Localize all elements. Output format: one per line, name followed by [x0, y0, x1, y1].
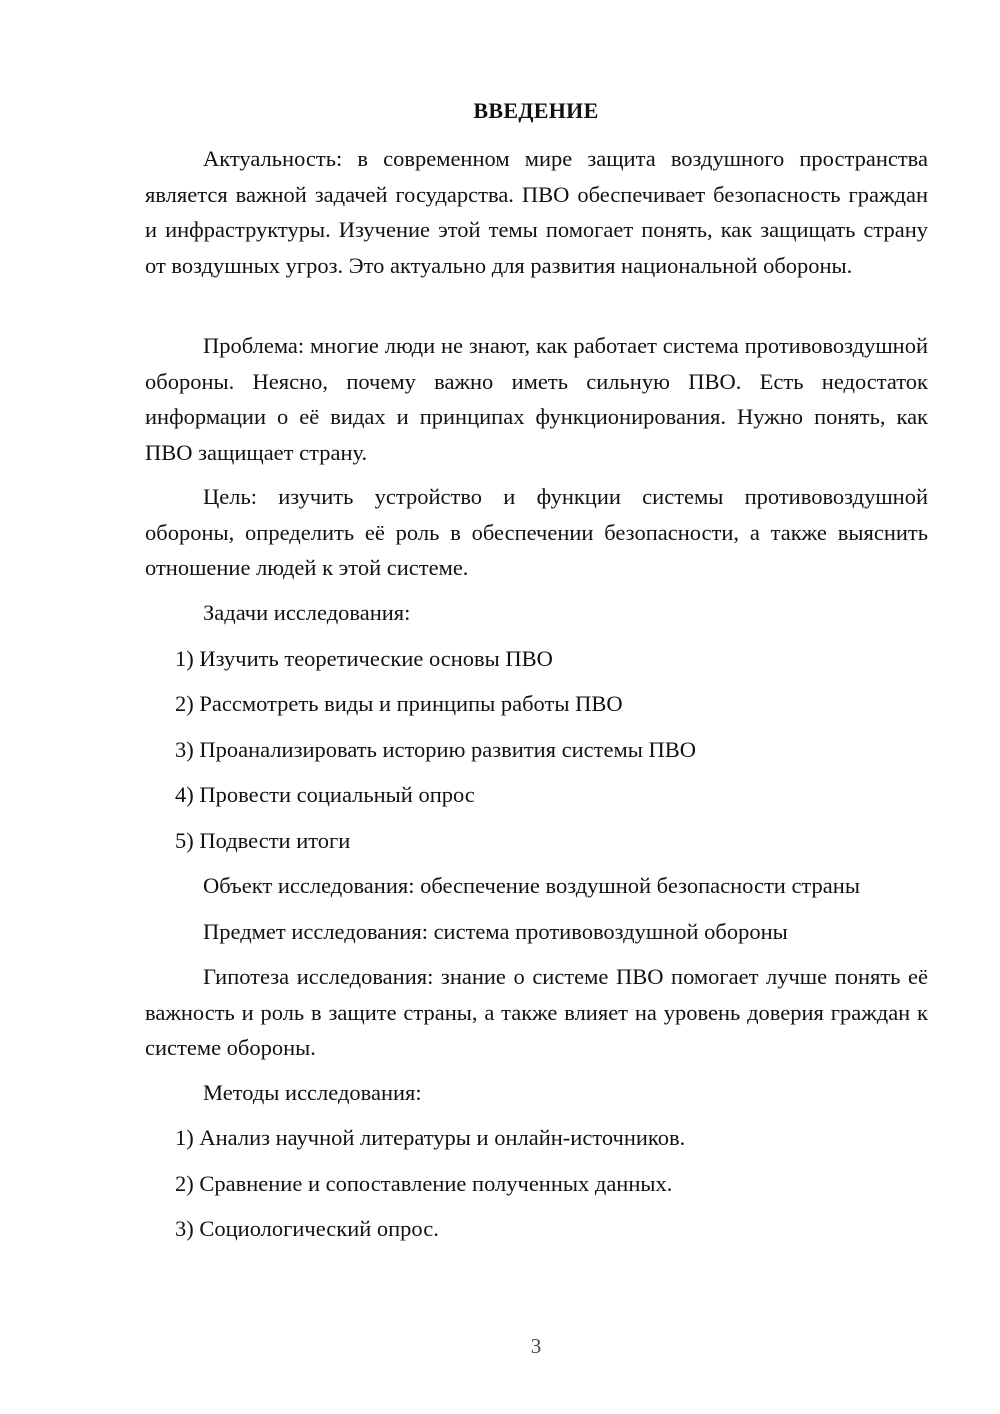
task-item	[145, 777, 928, 813]
goal-section	[145, 479, 928, 586]
research-subject: Предмет исследования: система противовоздушной обороны	[203, 919, 788, 944]
task-item-5: 5) Подвести итоги	[175, 828, 351, 853]
task-item-3: 3) Проанализировать историю развития системы ПВО	[175, 737, 696, 762]
methods-title: Методы исследования:	[203, 1080, 422, 1105]
relevance-section	[145, 141, 928, 283]
task-item	[145, 686, 928, 722]
problem-section	[145, 328, 928, 470]
object-section	[145, 868, 928, 904]
research-object: Объект исследования: обеспечение воздушной безопасности страны	[203, 873, 860, 898]
task-item	[145, 732, 928, 768]
method-item-3: 3) Социологический опрос.	[175, 1216, 439, 1241]
methods-section	[145, 1075, 928, 1111]
problem-paragraph: Проблема: многие люди не знают, как работает система противовоздушной обороны. Неясно, почему важно иметь сильную ПВО. Есть недостаток информации о её видах и принципах функционирования. Нужно понять, как ПВО защищает страну.	[145, 333, 928, 465]
tasks-section	[145, 595, 928, 631]
method-item	[145, 1166, 928, 1202]
method-item-2: 2) Сравнение и сопоставление полученных данных.	[175, 1171, 673, 1196]
section-heading: ВВЕДЕНИЕ	[473, 98, 599, 123]
hypothesis-section	[145, 959, 928, 1066]
hypothesis-paragraph: Гипотеза исследования: знание о системе ПВО помогает лучше понять её важность и роль в защите страны, а также влияет на уровень доверия граждан к системе обороны.	[145, 964, 928, 1060]
task-item-4: 4) Провести социальный опрос	[175, 782, 475, 807]
subject-section	[145, 914, 928, 950]
method-item	[145, 1120, 928, 1156]
relevance-paragraph: Актуальность: в современном мире защита воздушного пространства является важной задачей государства. ПВО обеспечивает безопасность граждан и инфраструктуры. Изучение этой темы помогает понять, как защищать страну от воздушных угроз. Это актуально для развития национальной обороны.	[145, 146, 928, 278]
method-item	[145, 1211, 928, 1247]
task-item	[145, 823, 928, 859]
task-item	[145, 641, 928, 677]
task-item-2: 2) Рассмотреть виды и принципы работы ПВО	[175, 691, 623, 716]
goal-paragraph: Цель: изучить устройство и функции системы противовоздушной обороны, определить её роль в обеспечении безопасности, а также выяснить отношение людей к этой системе.	[145, 484, 928, 580]
page-number: 3	[530, 1334, 542, 1358]
task-item-1: 1) Изучить теоретические основы ПВО	[175, 646, 553, 671]
method-item-1: 1) Анализ научной литературы и онлайн-источников.	[175, 1125, 686, 1150]
tasks-title: Задачи исследования:	[203, 600, 411, 625]
